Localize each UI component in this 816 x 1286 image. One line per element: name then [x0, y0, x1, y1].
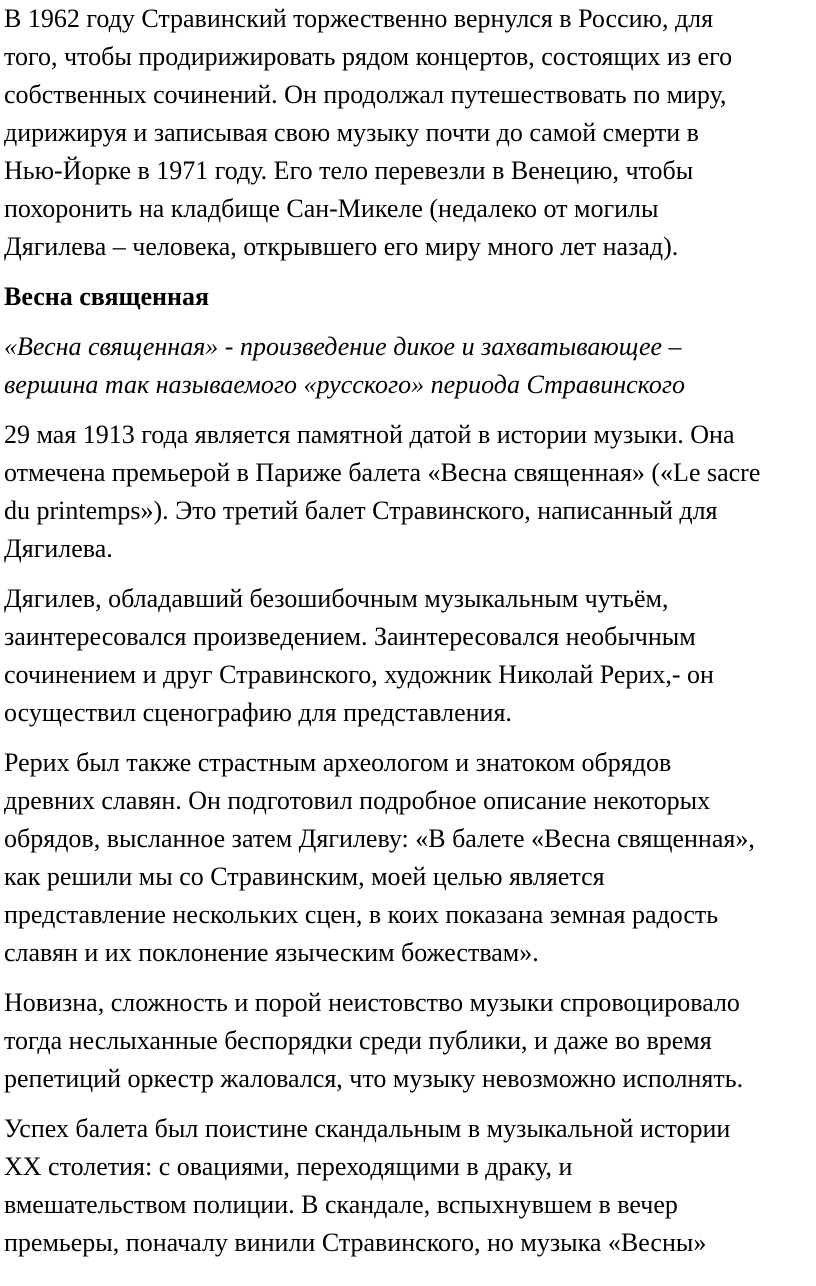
text-line: заинтересовался произведением. Заинтересовался необычным — [4, 622, 696, 651]
section-heading — [4, 278, 812, 316]
text-line: вершина так называемого «русского» периода Стравинского — [4, 370, 685, 399]
text-line: славян и их поклонение языческим божествам». — [4, 938, 539, 967]
section-subtitle — [4, 328, 812, 404]
paragraph-3 — [4, 580, 812, 732]
paragraph-2 — [4, 416, 812, 568]
text-line: вмешательством полиции. В скандале, вспыхнувшем в вечер — [4, 1190, 678, 1219]
text-line: сочинением и друг Стравинского, художник Николай Рерих,- он — [4, 660, 714, 689]
paragraph-5 — [4, 984, 812, 1098]
text-line: В 1962 году Стравинский торжественно вернулся в Россию, для — [4, 4, 714, 33]
text-line: тогда неслыханные беспорядки среди публики, и даже во время — [4, 1026, 712, 1055]
text-line: репетиций оркестр жаловался, что музыку невозможно исполнять. — [4, 1064, 744, 1093]
text-line: Нью-Йорке в 1971 году. Его тело перевезли в Венецию, чтобы — [4, 156, 694, 185]
text-line: du printemps»). Это третий балет Стравинского, написанный для — [4, 496, 718, 525]
text-line: «Весна священная» - произведение дикое и захватывающее – — [4, 332, 682, 361]
text-line: представление нескольких сцен, в коих показана земная радость — [4, 900, 719, 929]
text-line: обрядов, высланное затем Дягилеву: «В балете «Весна священная», — [4, 824, 755, 853]
paragraph-1 — [4, 0, 812, 266]
heading-text: Весна священная — [4, 282, 210, 311]
text-line: древних славян. Он подготовил подробное описание некоторых — [4, 786, 711, 815]
text-line: Успех балета был поистине скандальным в музыкальной истории — [4, 1114, 731, 1143]
text-line: премьеры, поначалу винили Стравинского, но музыка «Весны» — [4, 1228, 707, 1257]
text-line: XX столетия: с овациями, переходящими в драку, и — [4, 1152, 573, 1181]
text-line: отмечена премьерой в Париже балета «Весна священная» («Le sacre — [4, 458, 761, 487]
document-page — [4, 0, 812, 1262]
text-line: осуществил сценографию для представления. — [4, 698, 512, 727]
text-line: как решили мы со Стравинским, моей целью является — [4, 862, 605, 891]
text-line: того, чтобы продирижировать рядом концертов, состоящих из его — [4, 42, 733, 71]
paragraph-4 — [4, 744, 812, 972]
text-line: 29 мая 1913 года является памятной датой в истории музыки. Она — [4, 420, 735, 449]
text-line: Дягилева – человека, открывшего его миру много лет назад). — [4, 232, 679, 261]
text-line: дирижируя и записывая свою музыку почти до самой смерти в — [4, 118, 699, 147]
paragraph-6 — [4, 1110, 812, 1262]
text-line: Рерих был также страстным археологом и знатоком обрядов — [4, 748, 672, 777]
text-line: собственных сочинений. Он продолжал путешествовать по миру, — [4, 80, 727, 109]
text-line: Новизна, сложность и порой неистовство музыки спровоцировало — [4, 988, 740, 1017]
text-line: похоронить на кладбище Сан-Микеле (недалеко от могилы — [4, 194, 659, 223]
text-line: Дягилев, обладавший безошибочным музыкальным чутьём, — [4, 584, 669, 613]
text-line: Дягилева. — [4, 534, 113, 563]
